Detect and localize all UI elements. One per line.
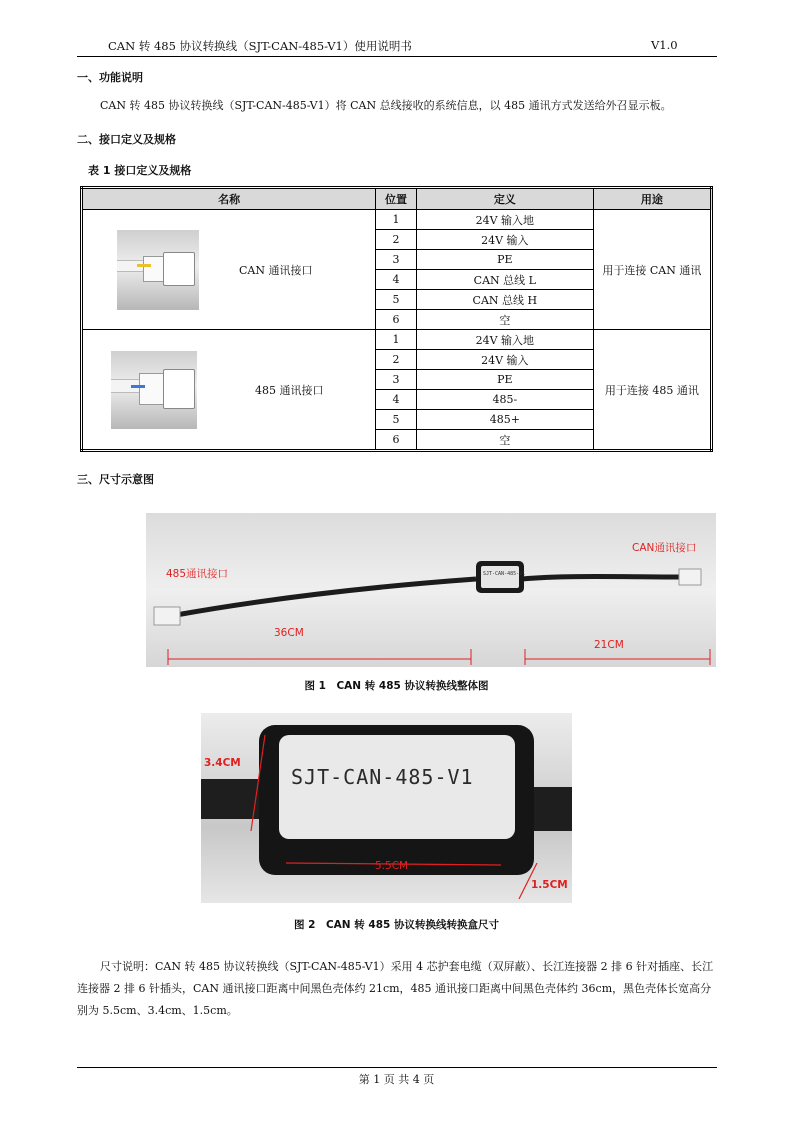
col-header-definition: 定义	[416, 188, 593, 210]
rs485-connector-name: 485 通讯接口	[255, 383, 324, 397]
section1-heading: 一、功能说明	[77, 71, 143, 84]
section1-text: CAN 转 485 协议转换线（SJT-CAN-485-V1）将 CAN 总线接收的系统信息，以 485 通讯方式发送给外召显示板。	[100, 99, 672, 112]
rs485-connector-cell	[82, 330, 376, 451]
cable-overview-photo	[146, 513, 716, 667]
dimension-description: 尺寸说明：CAN 转 485 协议转换线（SJT-CAN-485-V1）采用 4 芯护套电缆（双屏蔽）、长江连接器 2 排 6 针对插座、长江连接器 2 排 6 针插头，CAN 通讯接口距离中间黑色壳体约 21cm，485 通讯接口距离中间黑色壳体约 36cm，黑色壳体长宽高分别为 5.5cm、3.4cm、1.5cm。	[77, 960, 714, 1017]
table-cell: 1	[376, 330, 417, 350]
table-cell: PE	[416, 250, 593, 270]
table-cell: CAN 总线 H	[416, 290, 593, 310]
interface-spec-table	[80, 186, 713, 452]
table-cell: 空	[416, 310, 593, 330]
table-cell: 1	[376, 210, 417, 230]
can-connector-cell	[82, 210, 376, 330]
can-usage-cell: 用于连接 CAN 通讯	[593, 210, 711, 330]
table-row	[82, 210, 712, 230]
fig1-box-label: SJT-CAN-485-V1	[483, 571, 526, 577]
fig2-box-label: SJT-CAN-485-V1	[291, 765, 474, 789]
fig1-label-485: 485通讯接口	[166, 568, 229, 580]
col-header-usage: 用途	[593, 188, 711, 210]
table-cell: 5	[376, 290, 417, 310]
table-cell: 2	[376, 350, 417, 370]
fig1-dim-36cm: 36CM	[274, 627, 304, 639]
document-title: CAN 转 485 协议转换线（SJT-CAN-485-V1）使用说明书	[108, 39, 412, 53]
table-cell: 5	[376, 410, 417, 430]
rs485-connector-photo	[111, 351, 197, 429]
header-divider	[77, 56, 717, 57]
table-cell: 4	[376, 270, 417, 290]
cable-drawing	[146, 513, 716, 667]
table-cell: PE	[416, 370, 593, 390]
table-cell: CAN 总线 L	[416, 270, 593, 290]
table-header-row	[82, 188, 712, 210]
table-row	[82, 330, 712, 350]
fig1-dim-21cm: 21CM	[594, 639, 624, 651]
section3-heading: 三、尺寸示意图	[77, 473, 154, 486]
fig2-dim-thickness: 1.5CM	[531, 879, 568, 891]
converter-box-photo	[201, 713, 572, 903]
table-cell: 空	[416, 430, 593, 451]
table-cell: 4	[376, 390, 417, 410]
converter-box-drawing	[201, 713, 572, 903]
table-cell: 485-	[416, 390, 593, 410]
document-version: V1.0	[651, 38, 678, 52]
table-cell: 3	[376, 250, 417, 270]
table-cell: 485+	[416, 410, 593, 430]
fig1-label-can: CAN通讯接口	[632, 542, 697, 554]
table-cell: 24V 输入	[416, 350, 593, 370]
fig2-caption: 图 2 CAN 转 485 协议转换线转换盒尺寸	[294, 919, 499, 931]
can-connector-photo	[117, 230, 199, 310]
page-number: 第 1 页 共 4 页	[358, 1073, 435, 1086]
can-connector-name: CAN 通讯接口	[239, 263, 313, 277]
table-cell: 3	[376, 370, 417, 390]
rs485-usage-cell: 用于连接 485 通讯	[593, 330, 711, 451]
table-cell: 24V 输入地	[416, 330, 593, 350]
fig2-dim-length: 5.5CM	[375, 860, 409, 872]
col-header-name: 名称	[82, 188, 376, 210]
table-cell: 6	[376, 310, 417, 330]
fig1-caption: 图 1 CAN 转 485 协议转换线整体图	[304, 680, 489, 692]
section2-heading: 二、接口定义及规格	[77, 133, 176, 146]
footer-divider	[77, 1067, 717, 1068]
table-cell: 2	[376, 230, 417, 250]
table-title: 表 1 接口定义及规格	[88, 164, 192, 177]
table-cell: 6	[376, 430, 417, 451]
col-header-position: 位置	[376, 188, 417, 210]
table-cell: 24V 输入地	[416, 210, 593, 230]
fig2-dim-height: 3.4CM	[204, 757, 241, 769]
table-cell: 24V 输入	[416, 230, 593, 250]
